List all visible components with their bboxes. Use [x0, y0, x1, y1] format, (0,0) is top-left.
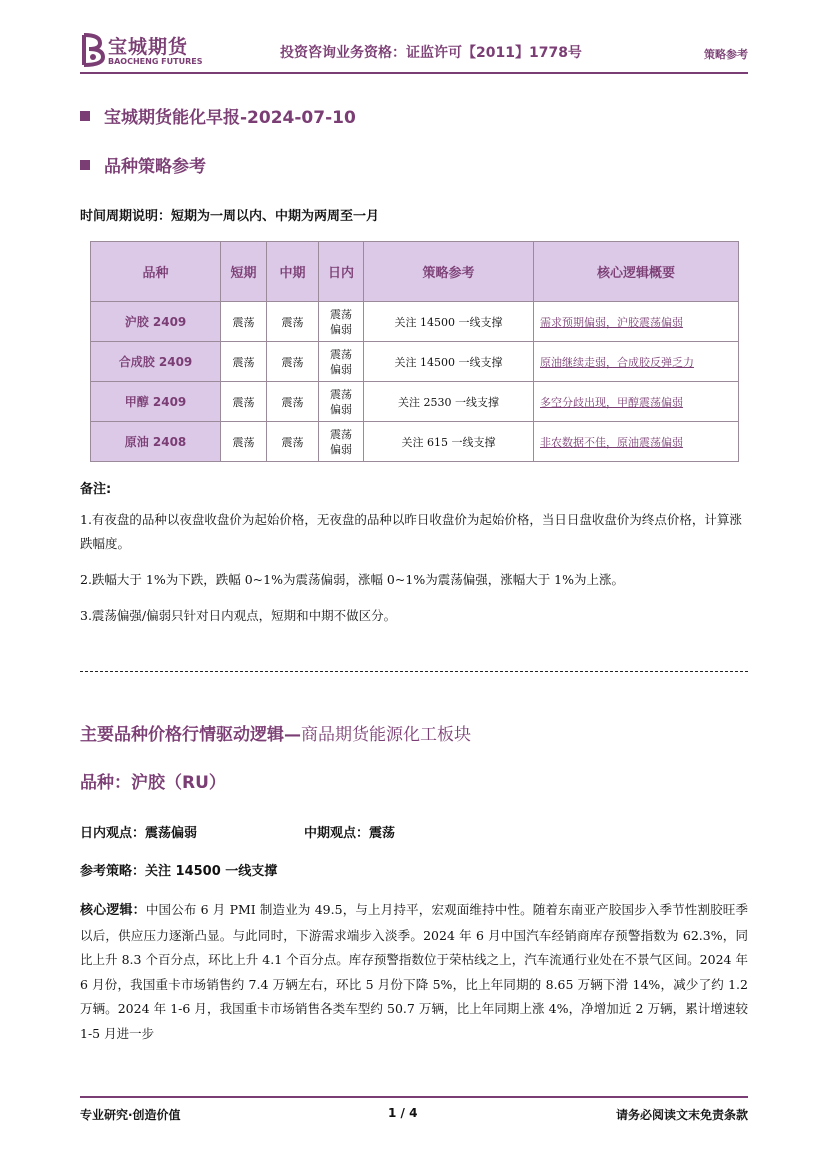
views-row: [80, 822, 396, 841]
section-title: [80, 152, 206, 177]
logo-english-name: BAOCHENG FUTURES: [108, 57, 203, 66]
intraday-view-line: 震荡: [330, 387, 352, 401]
intraday-view-line: 偏弱: [330, 442, 352, 456]
core-logic-link[interactable]: 原油继续走弱，合成胶反弹乏力: [540, 355, 694, 369]
strategy-table: [90, 241, 739, 462]
header-divider: [80, 72, 748, 74]
short-term-view: 震荡: [221, 382, 267, 422]
footer-disclaimer: 请务必阅读文末免责条款: [615, 1108, 748, 1122]
intraday-view: [319, 422, 364, 462]
mid-term-view: 震荡: [267, 302, 319, 342]
drive-logic-title: [80, 720, 471, 745]
remarks-label: 备注:: [80, 482, 112, 497]
page-number: 1 / 4: [388, 1106, 418, 1120]
remark-item: 1.有夜盘的品种以夜盘收盘价为起始价格，无夜盘的品种以昨日收盘价为起始价格，当日日盘收盘价为终点价格，计算涨跌幅度。: [80, 512, 742, 551]
intraday-view-summary: 日内观点：震荡偏弱: [80, 826, 198, 841]
table-row: [91, 422, 739, 462]
table-header-row: [91, 242, 739, 302]
reference-strategy: 参考策略：关注 14500 一线支撑: [80, 864, 278, 879]
short-term-view: 震荡: [221, 422, 267, 462]
core-logic-text: 中国公布 6 月 PMI 制造业为 49.5，与上月持平，宏观面维持中性。随着东南亚产胶国步入季节性割胶旺季以后，供应压力逐渐凸显。与此同时，下游需求端步入淡季。2024 年 6 月中国汽车经销商库存预警指数为 62.3%，同比上升 8.3 个百分点，环比上升 4.1 个百分点。库存预警指数位于荣枯线之上，汽车流通行业处在不景气区间。2024 年 6 月份，我国重卡市场销售约 7.4 万辆左右，环比 5 月份下降 5%，比上年同期的 8.65 万辆下滑 14%，减少了约 1.2 万辆。2024 年 1-6 月，我国重卡市场销售各类车型约 50.7 万辆，比上年同期上涨 4%，净增加近 2 万辆，累计增速较 1-5 月进一步: [80, 902, 748, 1041]
variety-name: 合成胶 2409: [91, 342, 221, 382]
remarks-block: [80, 478, 748, 640]
column-header: 品种: [91, 242, 221, 302]
intraday-view: [319, 342, 364, 382]
section-title-text: 品种策略参考: [104, 157, 206, 177]
strategy-reference: 关注 615 一线支撑: [364, 422, 534, 462]
period-note: 时间周期说明：短期为一周以内、中期为两周至一月: [80, 209, 380, 224]
core-logic-link[interactable]: 非农数据不佳，原油震荡偏弱: [540, 435, 683, 449]
intraday-view: [319, 302, 364, 342]
license-info: 投资咨询业务资格：证监许可【2011】1778号: [280, 45, 582, 61]
column-header: 短期: [221, 242, 267, 302]
core-logic-label: 核心逻辑：: [80, 903, 146, 918]
variety-name: 原油 2408: [91, 422, 221, 462]
page-header: [80, 30, 748, 72]
drive-logic-title-bold: 主要品种价格行情驱动逻辑—: [80, 725, 301, 745]
table-row: [91, 302, 739, 342]
core-logic-paragraph: [80, 898, 748, 1046]
footer-slogan: 专业研究·创造价值: [80, 1108, 181, 1122]
core-logic-link[interactable]: 多空分歧出现，甲醇震荡偏弱: [540, 395, 683, 409]
strategy-reference: 关注 2530 一线支撑: [364, 382, 534, 422]
core-logic-cell: [534, 382, 739, 422]
mid-term-view: 震荡: [267, 422, 319, 462]
square-bullet-icon: [80, 111, 90, 121]
short-term-view: 震荡: [221, 342, 267, 382]
intraday-view-line: 偏弱: [330, 402, 352, 416]
company-logo: [80, 30, 220, 72]
intraday-view: [319, 382, 364, 422]
column-header: 策略参考: [364, 242, 534, 302]
logo-chinese-name: 宝城期货: [108, 36, 189, 58]
intraday-view-line: 震荡: [330, 347, 352, 361]
core-logic-cell: [534, 342, 739, 382]
intraday-view-line: 偏弱: [330, 322, 352, 336]
variety-name: 沪胶 2409: [91, 302, 221, 342]
mid-term-view: 震荡: [267, 382, 319, 422]
short-term-view: 震荡: [221, 302, 267, 342]
column-header: 日内: [319, 242, 364, 302]
intraday-view-line: 偏弱: [330, 362, 352, 376]
mid-term-view: 震荡: [267, 342, 319, 382]
table-row: [91, 382, 739, 422]
intraday-view-line: 震荡: [330, 307, 352, 321]
core-logic-cell: [534, 422, 739, 462]
doc-type-label: 策略参考: [704, 48, 748, 61]
square-bullet-icon: [80, 160, 90, 170]
dashed-divider: [80, 671, 748, 672]
core-logic-link[interactable]: 需求预期偏弱，沪胶震荡偏弱: [540, 315, 683, 329]
drive-logic-title-rest: 商品期货能源化工板块: [301, 725, 471, 745]
variety-heading: 品种：沪胶（RU）: [80, 773, 226, 793]
logo-mark-icon: [80, 32, 106, 68]
variety-name: 甲醇 2409: [91, 382, 221, 422]
column-header: 核心逻辑概要: [534, 242, 739, 302]
footer-divider: [80, 1096, 748, 1098]
report-title: [80, 103, 356, 128]
mid-term-view-summary: 中期观点：震荡: [304, 826, 396, 841]
remark-item: 2.跌幅大于 1%为下跌，跌幅 0~1%为震荡偏弱，涨幅 0~1%为震荡偏强，涨幅大于 1%为上涨。: [80, 572, 624, 587]
table-row: [91, 342, 739, 382]
core-logic-cell: [534, 302, 739, 342]
strategy-reference: 关注 14500 一线支撑: [364, 302, 534, 342]
report-title-text: 宝城期货能化早报-2024-07-10: [104, 108, 356, 128]
column-header: 中期: [267, 242, 319, 302]
intraday-view-line: 震荡: [330, 427, 352, 441]
remark-item: 3.震荡偏强/偏弱只针对日内观点，短期和中期不做区分。: [80, 608, 397, 623]
strategy-reference: 关注 14500 一线支撑: [364, 342, 534, 382]
